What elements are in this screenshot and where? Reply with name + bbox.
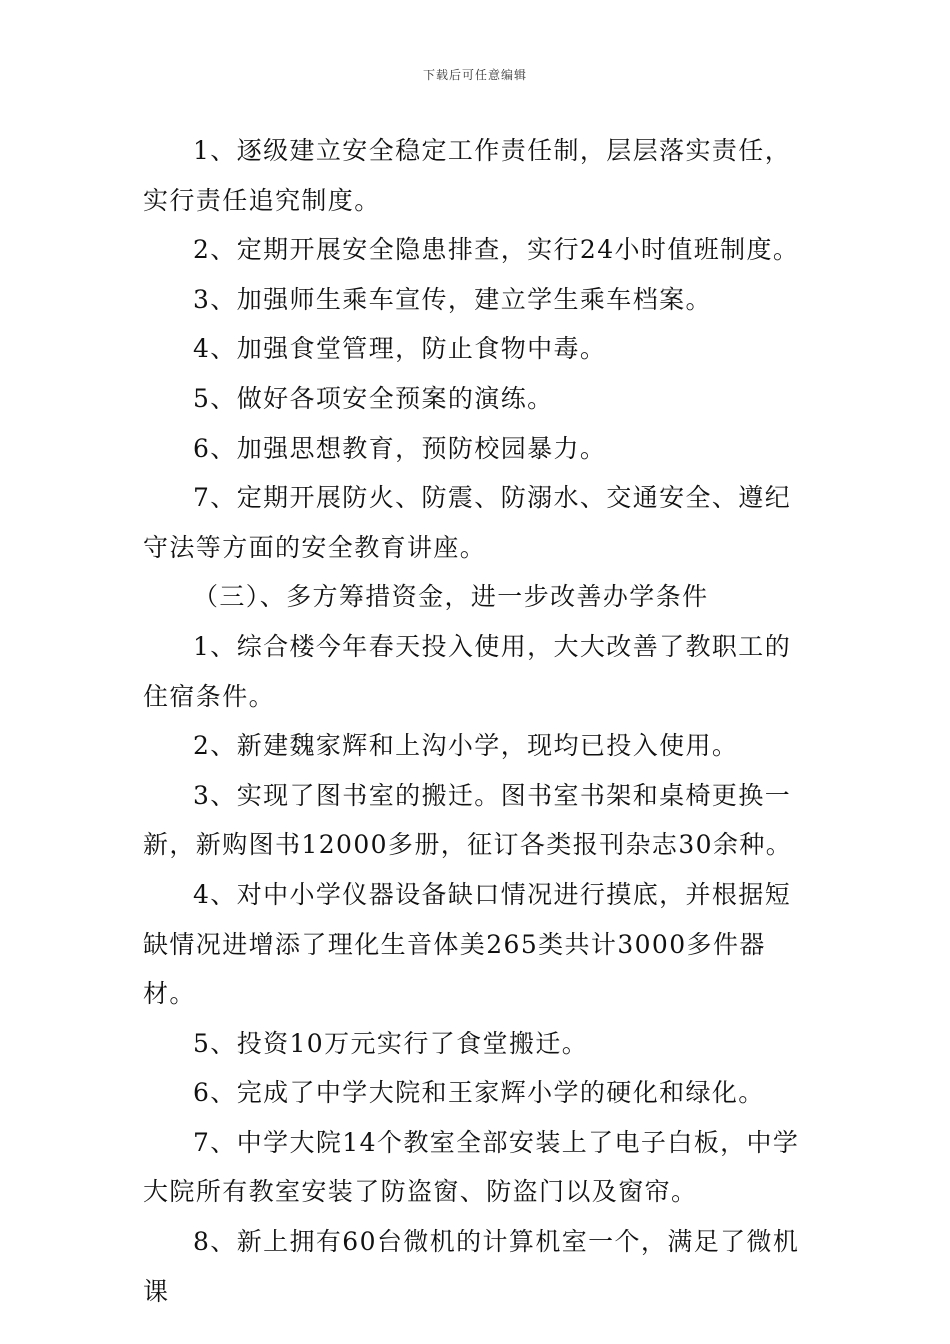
paragraph-funding-3: 3、实现了图书室的搬迁。图书室书架和桌椅更换一新，新购图书12000多册，征订各类报刊杂志30余种。 [143, 780, 793, 860]
paragraph-safety-1: 1、逐级建立安全稳定工作责任制，层层落实责任，实行责任追究制度。 [143, 136, 792, 215]
paragraph-funding-4: 4、对中小学仪器设备缺口情况进行摸底，并根据短缺情况进增添了理化生音体美265类共计3000多件器材。 [143, 879, 792, 1009]
paragraph-safety-4: 4、加强食堂管理，防止食物中毒。 [193, 334, 607, 364]
paragraph-funding-6: 6、完成了中学大院和王家辉小学的硬化和绿化。 [193, 1078, 765, 1108]
paragraph-funding-2: 2、新建魏家辉和上沟小学，现均已投入使用。 [193, 731, 739, 761]
section-heading-funding: （三）、多方筹措资金，进一步改善办学条件 [193, 582, 709, 612]
paragraph-funding-8: 8、新上拥有60台微机的计算机室一个，满足了微机课 [143, 1227, 800, 1306]
paragraph-funding-5: 5、投资10万元实行了食堂搬迁。 [193, 1028, 589, 1058]
paragraph-funding-7: 7、中学大院14个教室全部安装上了电子白板，中学大院所有教室安装了防盗窗、防盗门以及窗帘。 [143, 1127, 800, 1207]
paragraph-safety-6: 6、加强思想教育，预防校园暴力。 [193, 433, 607, 463]
paragraph-funding-1: 1、综合楼今年春天投入使用，大大改善了教职工的住宿条件。 [143, 631, 792, 711]
paragraph-safety-3: 3、加强师生乘车宣传，建立学生乘车档案。 [193, 284, 712, 314]
document-body [143, 126, 811, 1316]
page-header-note: 下载后可任意编辑 [422, 68, 527, 82]
paragraph-safety-7: 7、定期开展防火、防震、防溺水、交通安全、遵纪守法等方面的安全教育讲座。 [143, 483, 792, 562]
paragraph-safety-5: 5、做好各项安全预案的演练。 [193, 383, 554, 413]
paragraph-safety-2: 2、定期开展安全隐患排查，实行24小时值班制度。 [193, 235, 800, 265]
